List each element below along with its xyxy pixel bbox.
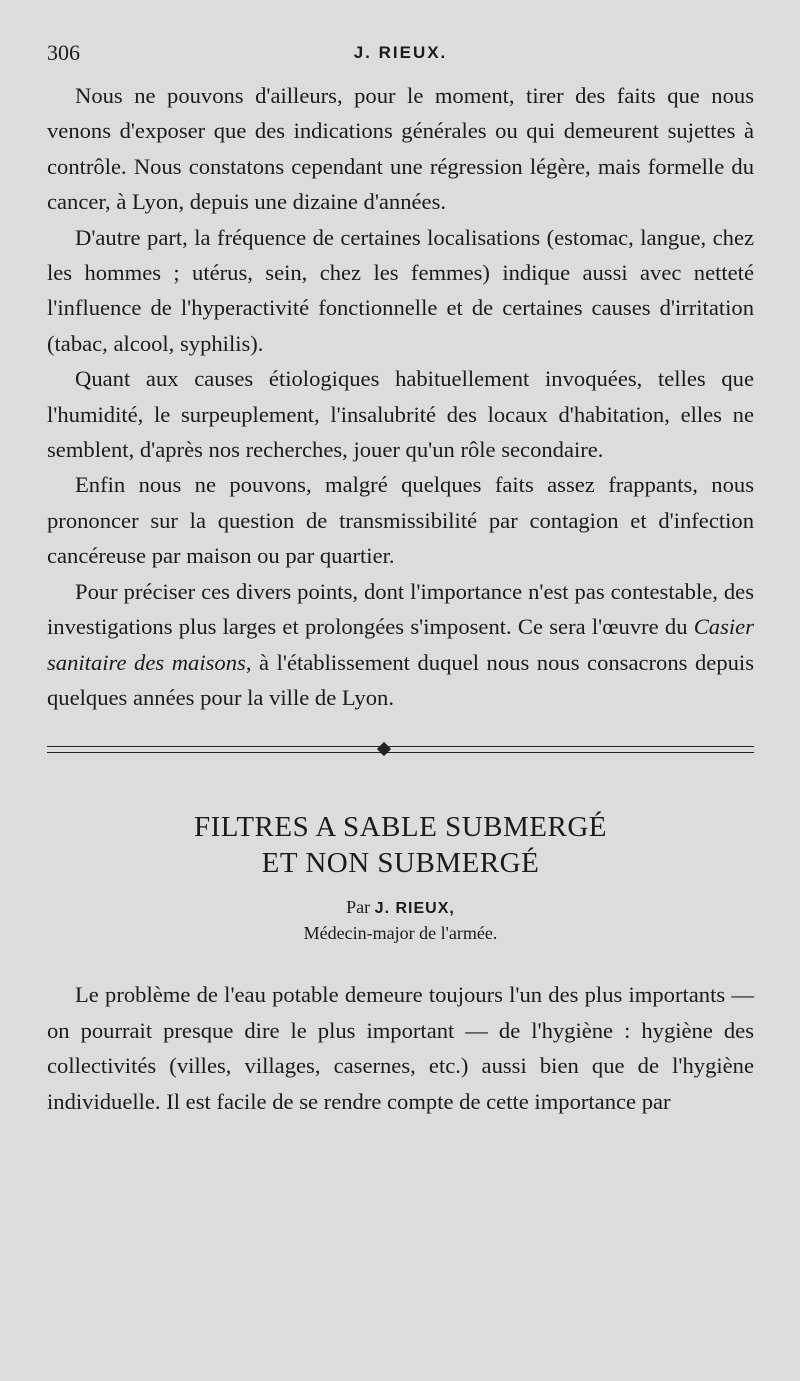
separator-ornament-icon: [377, 742, 391, 756]
paragraph-1: Nous ne pouvons d'ailleurs, pour le moment, tirer des faits que nous venons d'exposer que des indications générales ou qui demeurent sujettes à contrôle. Nous constatons cependant une régression légère, mais formelle du cancer, à Lyon, depuis une dizaine d'années.: [47, 83, 754, 215]
page-number: 306: [47, 40, 80, 65]
byline: [47, 895, 754, 921]
separator-rule-bottom: [47, 752, 754, 753]
paragraph-4: Enfin nous ne pouvons, malgré quelques faits assez frappants, nous prononcer sur la question de transmissibilité par contagion et d'infection cancéreuse par maison ou par quartier.: [47, 472, 754, 569]
separator-rule-top: [47, 746, 754, 747]
running-head: [47, 40, 754, 74]
byline-prefix: Par: [346, 897, 375, 918]
paragraph-5: [47, 574, 754, 716]
paragraph-5-italic-title: Casier sanitaire des maisons: [47, 614, 754, 675]
paragraph-2: D'autre part, la fréquence de certaines localisations (estomac, langue, chez les hommes ; utérus, sein, chez les femmes) indique aussi avec netteté l'influence de l'hyperactivité fonctionnelle et de certaines causes d'irritation (tabac, alcool, syphilis).: [47, 224, 754, 356]
article-intro-paragraph: Le problème de l'eau potable demeure toujours l'un des plus importants — on pourrait presque dire le plus important — de l'hygiène : hygiène des collectivités (villes, villages, casernes, etc.) aussi bien que de l'hygiène individuelle. Il est facile de se rendre compte de cette importance par: [47, 982, 754, 1114]
article-title: [47, 809, 754, 881]
paragraph-5-text-end: , à l'établissement duquel nous nous consacrons depuis quelques années pour la ville de Lyon.: [47, 649, 754, 710]
author-name: J. RIEUX,: [374, 900, 455, 918]
article-title-line-1: FILTRES A SABLE SUBMERGÉ: [194, 811, 607, 844]
article-title-line-2: ET NON SUBMERGÉ: [261, 847, 540, 880]
paragraph-5-text-start: Pour préciser ces divers points, dont l'importance n'est pas contestable, des investigations plus larges et prolongées s'imposent. Ce sera l'œuvre du: [47, 578, 754, 640]
paragraph-3: Quant aux causes étiologiques habituellement invoquées, telles que l'humidité, le surpeuplement, l'insalubrité des locaux d'habitation, elles ne semblent, d'après nos recherches, jouer qu'un rôle secondaire.: [47, 366, 754, 463]
author-affiliation: Médecin-major de l'armée.: [303, 923, 498, 944]
running-title: J. RIEUX.: [353, 43, 448, 62]
page-content: [47, 40, 754, 1119]
section-separator: [47, 741, 754, 757]
